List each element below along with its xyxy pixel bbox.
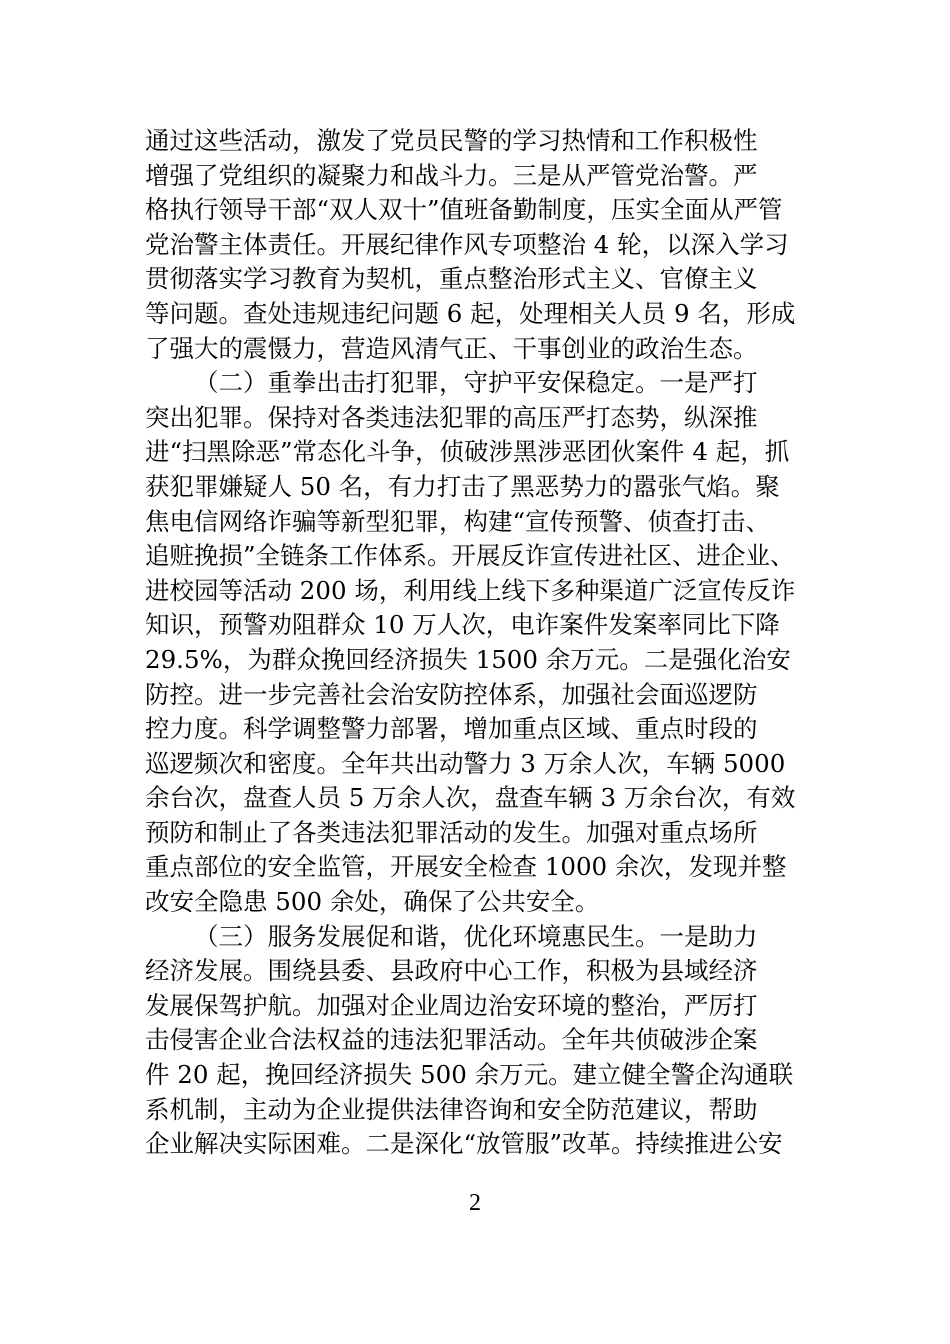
text-line: 获犯罪嫌疑人 50 名，有力打击了黑恶势力的嚣张气焰。聚: [145, 471, 780, 501]
text-line: 贯彻落实学习教育为契机，重点整治形式主义、官僚主义: [145, 264, 758, 294]
text-line: 重点部位的安全监管，开展安全检查 1000 余次，发现并整: [145, 852, 787, 882]
text-line: 党治警主体责任。开展纪律作风专项整治 4 轮，以深入学习: [145, 229, 789, 259]
text-line: 追赃挽损”全链条工作体系。开展反诈宣传进社区、进企业、: [145, 541, 795, 571]
text-line: 知识，预警劝阻群众 10 万人次，电诈案件发案率同比下降: [145, 610, 780, 640]
text-line: 经济发展。围绕县委、县政府中心工作，积极为县域经济: [145, 956, 758, 986]
text-line: 焦电信网络诈骗等新型犯罪，构建“宣传预警、侦查打击、: [145, 506, 771, 536]
section-heading-line: （二）重拳出击打犯罪，守护平安保稳定。一是严打: [194, 368, 758, 398]
text-line: 了强大的震慑力，营造风清气正、干事创业的政治生态。: [145, 333, 758, 363]
text-line: 格执行领导干部“双人双十”值班备勤制度，压实全面从严管: [145, 195, 783, 225]
body-text: [145, 124, 815, 1162]
text-line: 防控。进一步完善社会治安防控体系，加强社会面巡逻防: [145, 679, 758, 709]
text-line: 余台次，盘查人员 5 万余人次，盘查车辆 3 万余台次，有效: [145, 783, 796, 813]
text-line: 突出犯罪。保持对各类违法犯罪的高压严打态势，纵深推: [145, 402, 758, 432]
text-line: 29.5%，为群众挽回经济损失 1500 余万元。二是强化治安: [145, 644, 791, 674]
text-line: 等问题。查处违规违纪问题 6 起，处理相关人员 9 名，形成: [145, 298, 796, 328]
text-line: 击侵害企业合法权益的违法犯罪活动。全年共侦破涉企案: [145, 1025, 758, 1055]
text-line: 企业解决实际困难。二是深化“放管服”改革。持续推进公安: [145, 1129, 783, 1159]
text-line: 控力度。科学调整警力部署，增加重点区域、重点时段的: [145, 714, 758, 744]
text-line: 系机制，主动为企业提供法律咨询和安全防范建议，帮助: [145, 1094, 758, 1124]
text-line: 通过这些活动，激发了党员民警的学习热情和工作积极性: [145, 126, 758, 155]
section-heading-line: （三）服务发展促和谐，优化环境惠民生。一是助力: [194, 921, 758, 951]
text-line: 改安全隐患 500 余处，确保了公共安全。: [145, 887, 600, 917]
text-line: 件 20 起，挽回经济损失 500 余万元。建立健全警企沟通联: [145, 1060, 794, 1090]
text-line: 预防和制止了各类违法犯罪活动的发生。加强对重点场所: [145, 817, 758, 847]
text-line: 增强了党组织的凝聚力和战斗力。三是从严管党治警。严: [145, 160, 758, 190]
text-line: 进“扫黑除恶”常态化斗争，侦破涉黑涉恶团伙案件 4 起，抓: [145, 437, 790, 467]
text-line: 巡逻频次和密度。全年共出动警力 3 万余人次，车辆 5000: [145, 748, 786, 778]
text-line: 发展保驾护航。加强对企业周边治安环境的整治，严厉打: [145, 990, 758, 1020]
page-number: 2: [469, 1190, 481, 1216]
text-line: 进校园等活动 200 场，利用线上线下多种渠道广泛宣传反诈: [145, 575, 796, 605]
